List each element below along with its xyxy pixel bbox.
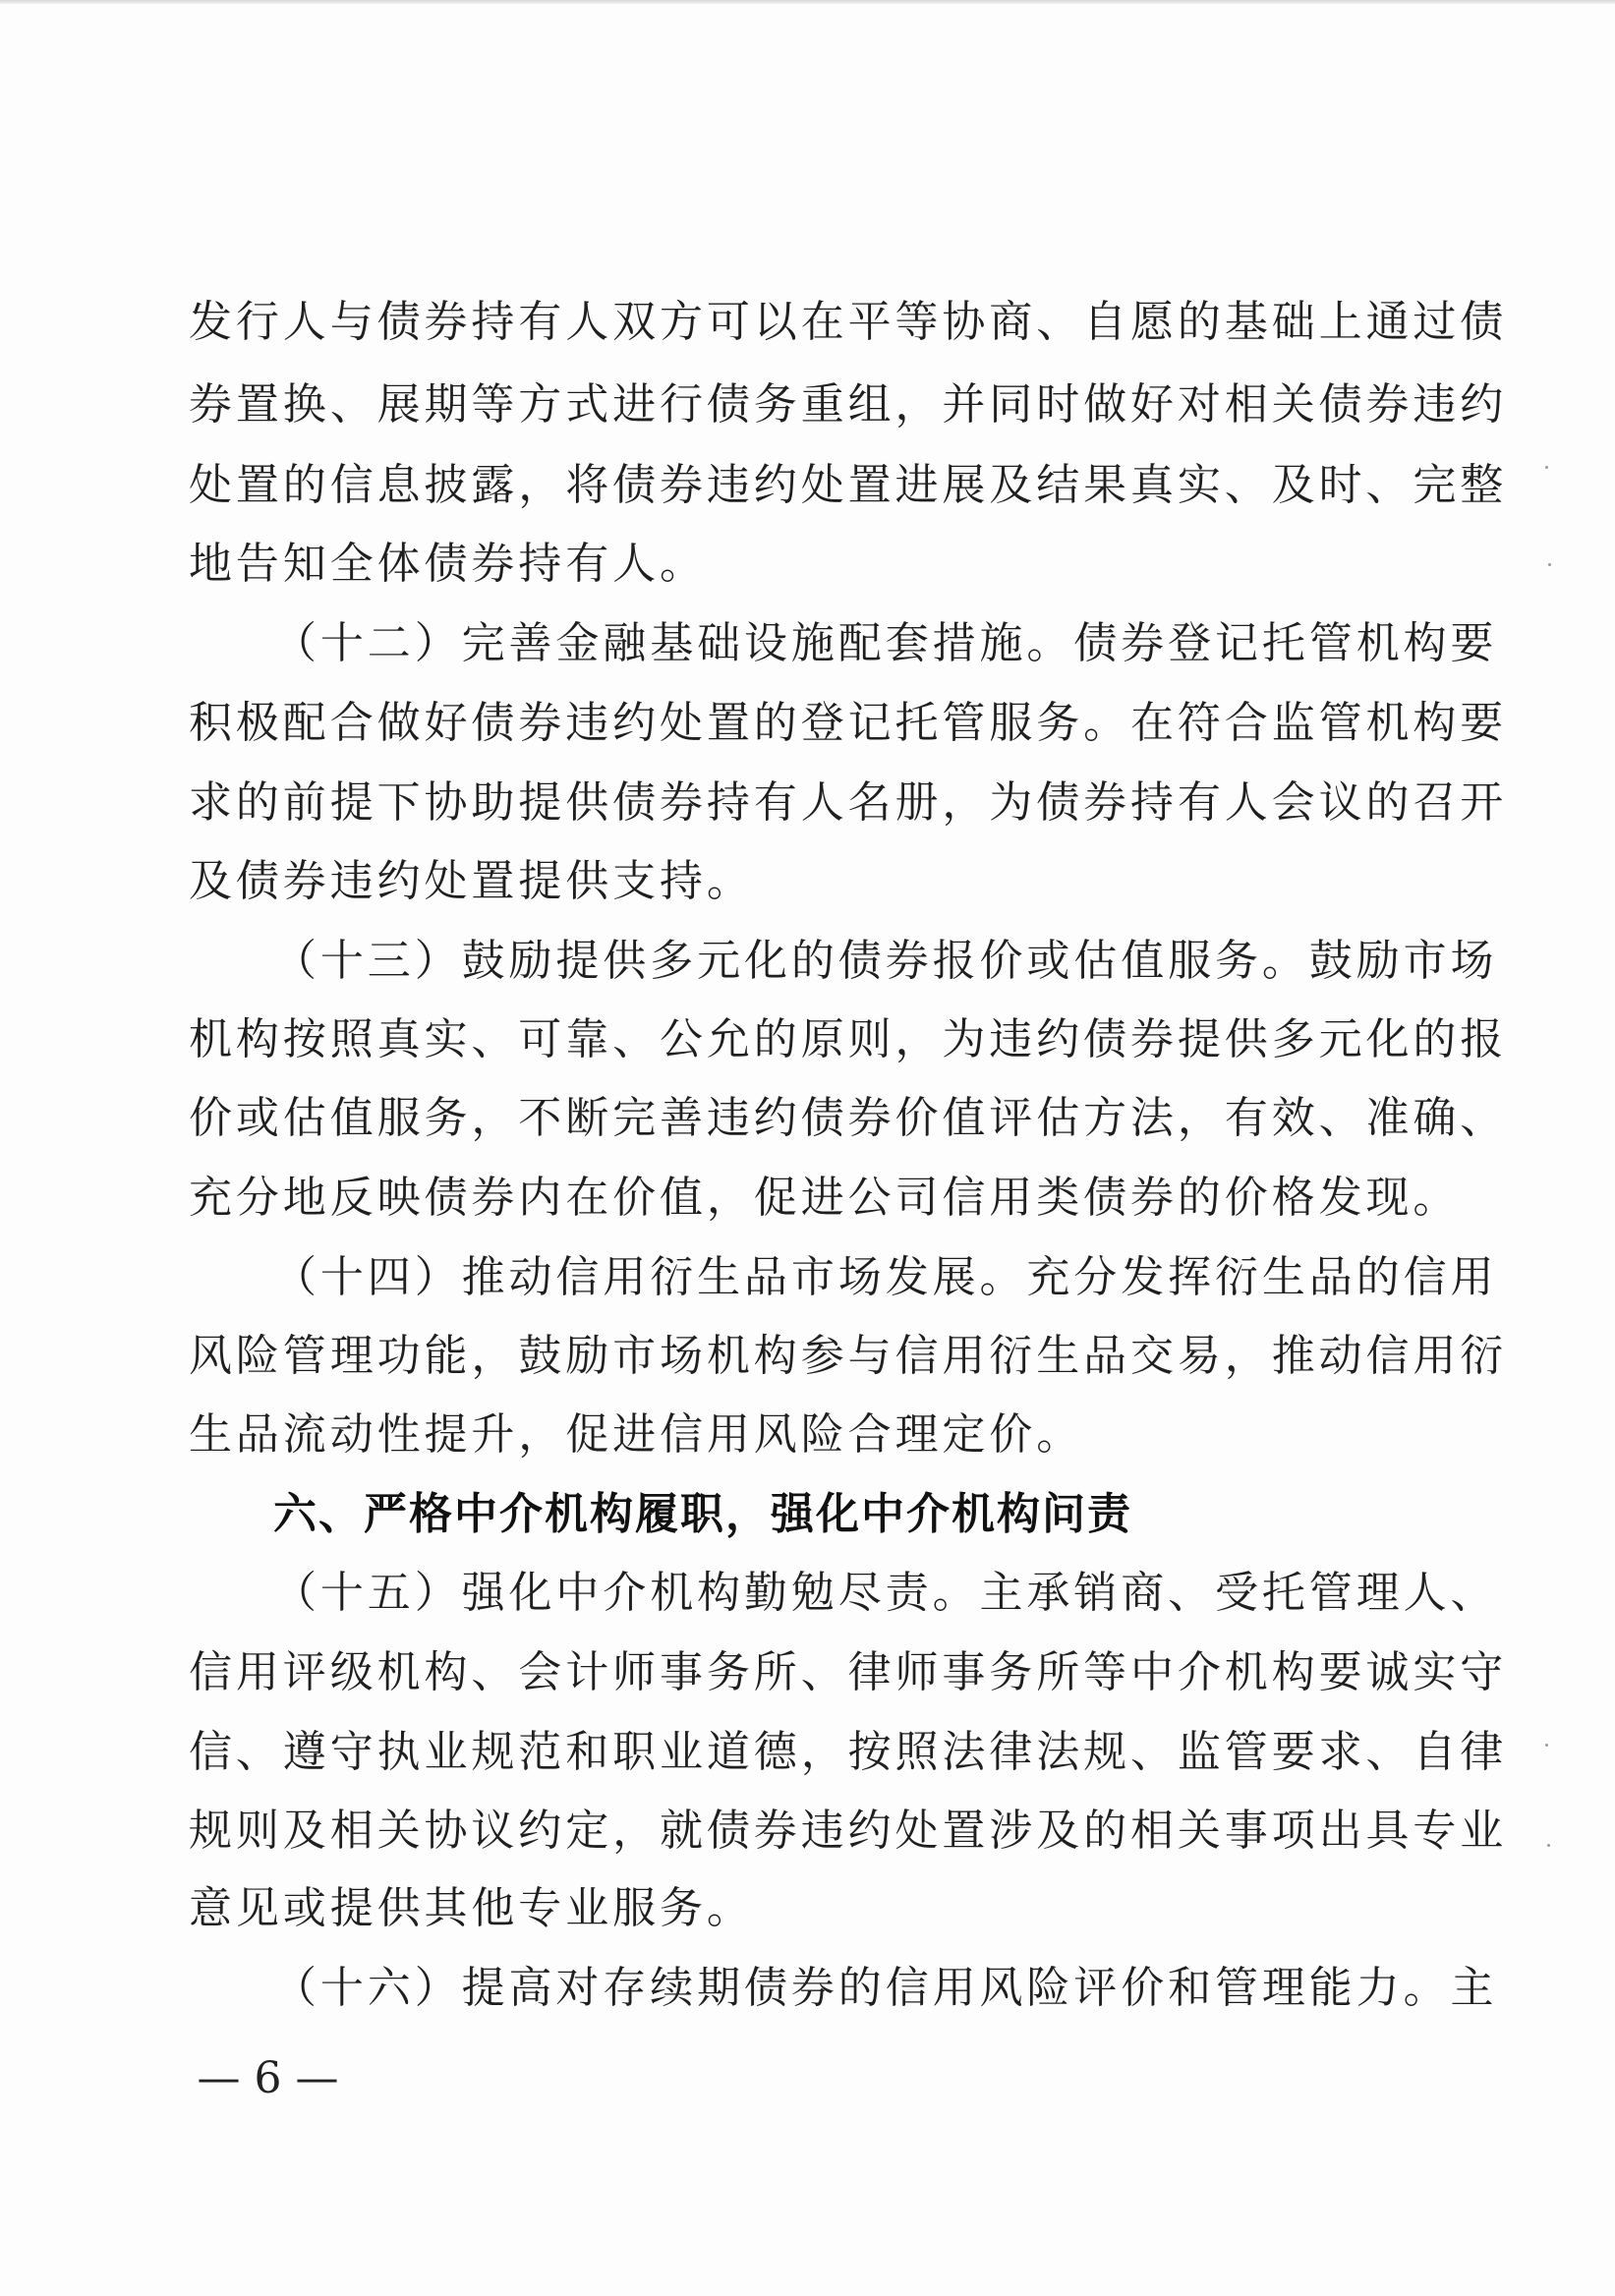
scan-speck (1545, 466, 1548, 469)
text-line: 意见或提供其他专业服务。 (189, 1883, 754, 1933)
paragraph-heading-13: （十三）鼓励提供多元化的债券报价或估值服务。鼓励市场 (273, 936, 1498, 986)
paragraph-heading-16: （十六）提高对存续期债券的信用风险评价和管理能力。主 (273, 1963, 1498, 2013)
scan-speck (1545, 1744, 1548, 1747)
text-line: 处置的信息披露，将债券违约处置进展及结果真实、及时、完整 (189, 460, 1508, 510)
scan-speck (1547, 1844, 1550, 1847)
text-line: 发行人与债券持有人双方可以在平等协商、自愿的基础上通过债 (189, 297, 1508, 347)
paragraph-heading-14: （十四）推动信用衍生品市场发展。充分发挥衍生品的信用 (273, 1252, 1498, 1302)
text-line: 信用评级机构、会计师事务所、律师事务所等中介机构要诚实守 (189, 1647, 1508, 1697)
text-line: 生品流动性提升，促进信用风险合理定价。 (189, 1409, 1084, 1460)
text-line: 机构按照真实、可靠、公允的原则，为违约债券提供多元化的报 (189, 1014, 1508, 1064)
text-line: 积极配合做好债券违约处置的登记托管服务。在符合监管机构要 (189, 698, 1508, 748)
text-line: 信、遵守执业规范和职业道德，按照法律法规、监管要求、自律 (189, 1727, 1508, 1777)
text-line: 充分地反映债券内在价值，促进公司信用类债券的价格发现。 (189, 1173, 1461, 1223)
paragraph-heading-12: （十二）完善金融基础设施配套措施。债券登记托管机构要 (273, 618, 1498, 668)
page-number: — 6 — (197, 2053, 339, 2103)
paragraph-heading-15: （十五）强化中介机构勤勉尽责。主承销商、受托管理人、 (273, 1568, 1498, 1618)
text-line: 地告知全体债券持有人。 (189, 539, 707, 589)
text-line: 券置换、展期等方式进行债务重组，并同时做好对相关债券违约 (189, 379, 1508, 430)
scan-speck (1548, 563, 1551, 566)
text-line: 及债券违约处置提供支持。 (189, 856, 754, 906)
text-line: 价或估值服务，不断完善违约债券价值评估方法，有效、准确、 (189, 1093, 1508, 1143)
text-line: 风险管理功能，鼓励市场机构参与信用衍生品交易，推动信用衍 (189, 1331, 1508, 1381)
text-line: 规则及相关协议约定，就债券违约处置涉及的相关事项出具专业 (189, 1806, 1508, 1856)
scan-top-edge (0, 0, 1615, 4)
section-heading: 六、严格中介机构履职，强化中介机构问责 (273, 1489, 1132, 1539)
text-line: 求的前提下协助提供债券持有人名册，为债券持有人会议的召开 (189, 777, 1508, 828)
